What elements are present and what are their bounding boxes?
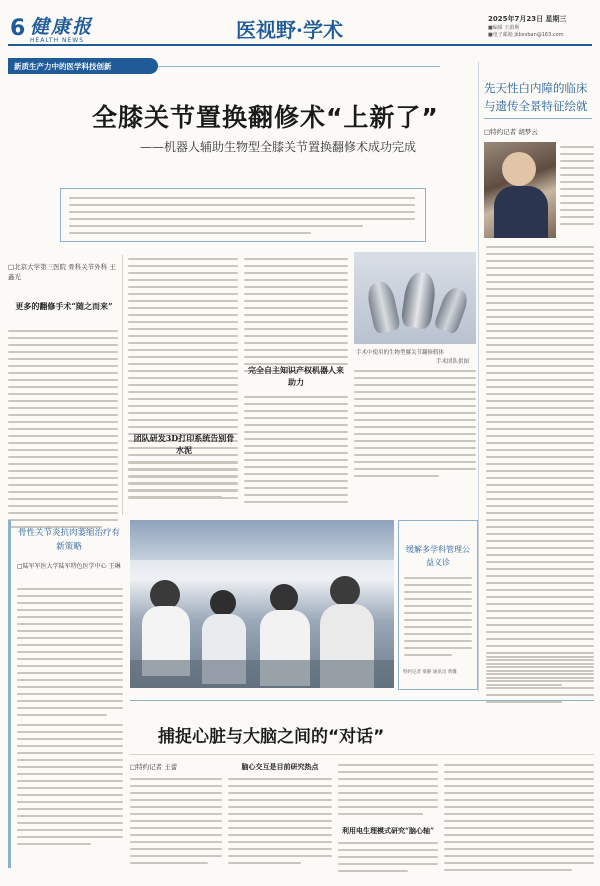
editor-credit: ■编辑 王蔚斯 [488,25,520,31]
aside-title: 骨性关节炎抗肉萎缩治疗有新策略 [17,528,120,552]
lead-photo-credit: 手术团队供图 [436,359,470,365]
sidebar-title-1: 先天性白内障的临床 [484,81,588,95]
lower-sub1: 脑心交互是目前研究热点 [241,762,319,771]
column-title: 医视野·学术 [236,18,343,42]
masthead-logo [30,12,114,42]
clinic-box-byline: 特约记者 梁静 通讯员 黄馨 [403,670,457,675]
lead-byline-text: □北京大学第三医院 骨科关节外科 王鑫光 [8,263,116,281]
section-heading-more-revisions: 更多的翻修手术“随之而来” [15,301,113,311]
sidebar-byline: □特约记者 胡梦云 [484,128,538,136]
editor-email: ■电子邮箱 jkbxsban@163.com [488,32,564,38]
lower-byline: □特约记者 王蕾 [130,763,178,771]
lead-intro-box [60,188,426,242]
clinic-photo [130,520,394,688]
lead-byline [8,262,118,282]
lower-headline-rule [130,754,594,755]
banner-tag-text: 新质生产力中的医学科技创新 [14,62,112,71]
sidebar-divider [478,62,479,692]
aside-byline: □陆军军医大学陆军特色医学中心 王琳 [17,563,121,570]
lower-rule [130,700,594,701]
lead-headline: 全膝关节置换翻修术“上新了” [92,103,439,132]
clinic-box [398,520,478,690]
lead-photo-caption: 手术中使用的生物型膝关节翻修假体 [356,350,445,356]
banner-rule [158,66,440,67]
section-heading-3d-printing: 团队研发3D打印系统告别骨水泥 [133,433,235,455]
issue-date: 2025年7月23日 星期三 [488,15,567,23]
left-aside-box [8,520,125,868]
lower-headline: 捕捉心脏与大脑之间的“对话” [158,727,385,747]
masthead [0,0,600,46]
lead-photo [354,252,476,344]
page-number: 6 [10,16,26,41]
sidebar-photo [484,142,556,238]
clinic-box-title: 缓解多学科管理公益义诊 [406,545,470,567]
section-heading-robot: 完全自主知识产权机器人来助力 [248,365,344,387]
sidebar-title-2: 与遗传全景特征绘就 [484,99,588,113]
lower-sub2: 利用电生理模式研究“脑心轴” [341,826,435,835]
sidebar-title-rule [484,118,592,119]
banner-tag [8,58,158,74]
lead-subhead: ——机器人辅助生物型全膝关节置换翻修术成功完成 [140,140,417,154]
masthead-rule [8,44,592,46]
left-column-divider [122,255,123,515]
logo-text: 健康报 [30,16,94,38]
logo-subtitle: HEALTH NEWS [30,37,85,44]
